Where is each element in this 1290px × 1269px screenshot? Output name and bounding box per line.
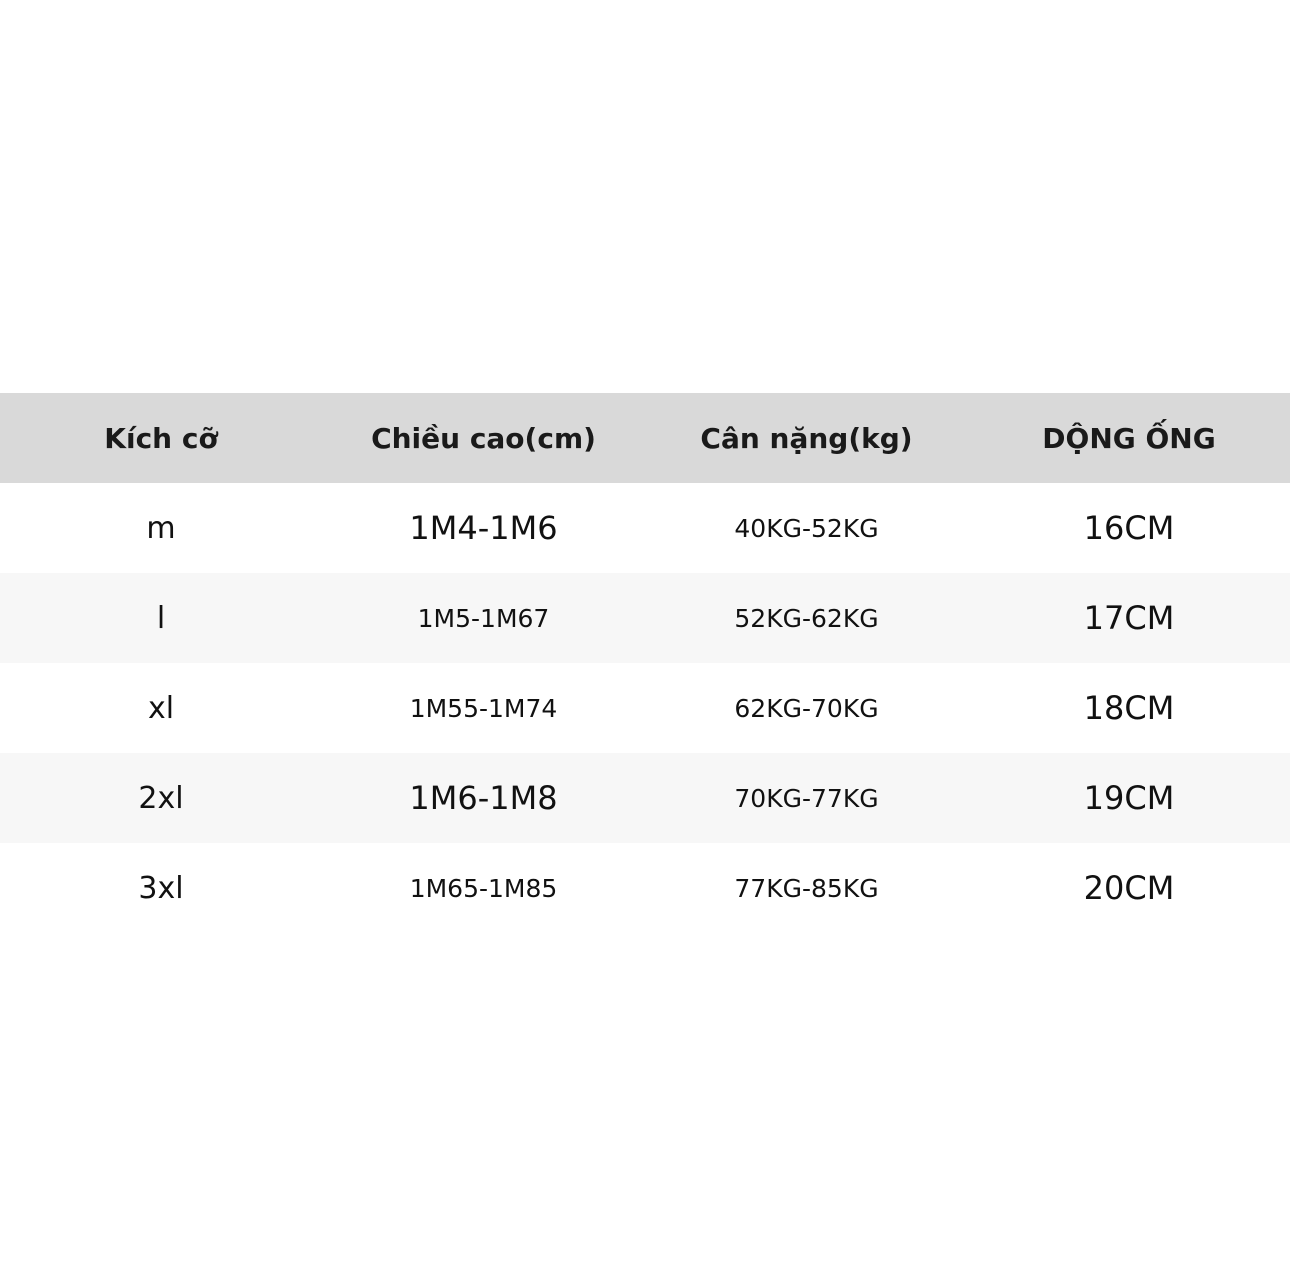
size-chart-table	[0, 393, 1290, 933]
size-cell: xl	[147, 690, 175, 726]
height-cell: 1M55-1M74	[409, 693, 558, 723]
leg-opening-cell: 17CM	[1083, 599, 1175, 637]
column-header-size: Kích cỡ	[104, 421, 218, 455]
weight-cell: 52KG-62KG	[734, 603, 879, 633]
height-cell: 1M65-1M85	[409, 873, 558, 903]
table-row	[0, 843, 1290, 933]
size-cell: 3xl	[138, 870, 184, 906]
table-row	[0, 663, 1290, 753]
weight-cell: 77KG-85KG	[734, 873, 879, 903]
column-header-weight: Cân nặng(kg)	[700, 421, 913, 455]
table-row	[0, 753, 1290, 843]
column-header-leg-opening: DỘNG ỐNG	[1042, 421, 1216, 455]
column-header-height: Chiều cao(cm)	[371, 421, 596, 455]
leg-opening-cell: 16CM	[1083, 509, 1175, 547]
height-cell: 1M5-1M67	[417, 603, 550, 633]
weight-cell: 62KG-70KG	[734, 693, 879, 723]
leg-opening-cell: 18CM	[1083, 689, 1175, 727]
size-cell: 2xl	[138, 780, 184, 816]
table-row	[0, 483, 1290, 573]
size-cell: l	[156, 600, 166, 636]
weight-cell: 70KG-77KG	[734, 783, 879, 813]
table-row	[0, 573, 1290, 663]
size-cell: m	[146, 510, 176, 546]
weight-cell: 40KG-52KG	[734, 513, 879, 543]
height-cell: 1M6-1M8	[409, 779, 558, 817]
leg-opening-cell: 19CM	[1083, 779, 1175, 817]
leg-opening-cell: 20CM	[1083, 869, 1175, 907]
table-header-row	[0, 393, 1290, 483]
height-cell: 1M4-1M6	[409, 509, 558, 547]
